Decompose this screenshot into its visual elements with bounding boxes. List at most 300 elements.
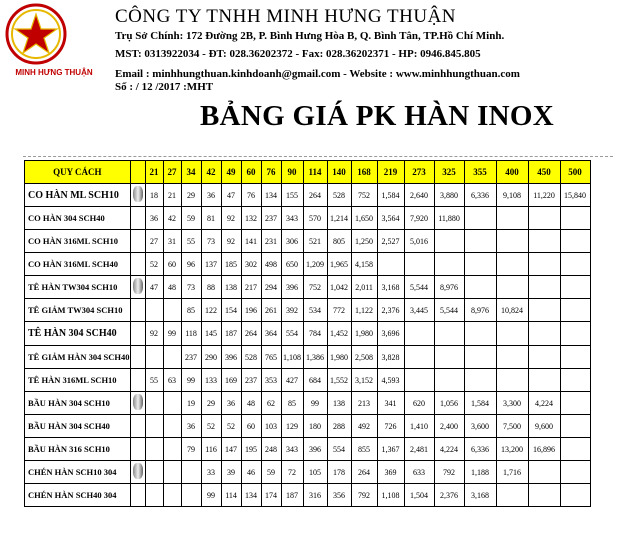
fitting-image-cell	[130, 230, 145, 253]
row-spec-label: CO HÀN 304 SCH40	[25, 207, 131, 230]
price-cell: 52	[221, 415, 241, 438]
price-cell: 169	[221, 369, 241, 392]
row-spec-label: BẦU HÀN 316 SCH10	[25, 438, 131, 461]
price-cell: 145	[201, 322, 221, 346]
price-table	[24, 160, 591, 507]
column-header-size: 273	[404, 161, 434, 184]
price-cell: 353	[261, 369, 281, 392]
price-cell: 10,824	[496, 299, 528, 322]
price-cell: 72	[281, 461, 303, 484]
row-spec-label: CO HÀN 316ML SCH10	[25, 230, 131, 253]
price-cell: 85	[281, 392, 303, 415]
price-cell: 2,508	[351, 346, 377, 369]
table-header-row	[25, 161, 591, 184]
price-cell: 39	[221, 461, 241, 484]
price-cell	[528, 230, 560, 253]
price-cell: 134	[241, 484, 261, 507]
price-cell: 180	[303, 415, 327, 438]
column-header-size: 325	[434, 161, 464, 184]
column-header-size: 49	[221, 161, 241, 184]
price-cell: 3,168	[464, 484, 496, 507]
price-cell: 356	[327, 484, 351, 507]
price-cell: 3,828	[377, 346, 404, 369]
price-cell	[434, 346, 464, 369]
price-cell: 369	[377, 461, 404, 484]
table-row	[25, 299, 591, 322]
table-row	[25, 392, 591, 415]
table-row	[25, 438, 591, 461]
price-cell: 174	[261, 484, 281, 507]
price-cell	[377, 253, 404, 276]
price-cell: 1,452	[327, 322, 351, 346]
price-cell	[496, 253, 528, 276]
price-cell: 99	[181, 369, 201, 392]
price-cell: 52	[145, 253, 163, 276]
price-cell	[528, 276, 560, 299]
table-row	[25, 415, 591, 438]
price-cell	[404, 322, 434, 346]
price-cell: 1,980	[351, 322, 377, 346]
row-spec-label: BẦU HÀN 304 SCH40	[25, 415, 131, 438]
price-cell: 784	[303, 322, 327, 346]
price-cell: 7,500	[496, 415, 528, 438]
table-row	[25, 322, 591, 346]
fitting-image-cell	[130, 253, 145, 276]
price-cell	[404, 253, 434, 276]
price-cell: 21	[163, 184, 181, 207]
price-cell: 76	[241, 184, 261, 207]
price-cell: 9,108	[496, 184, 528, 207]
elbow-fitting-icon	[133, 186, 143, 202]
price-cell	[560, 369, 590, 392]
column-header-size: 500	[560, 161, 590, 184]
price-cell: 29	[201, 392, 221, 415]
price-cell	[560, 484, 590, 507]
price-cell: 1,504	[404, 484, 434, 507]
price-cell	[560, 415, 590, 438]
price-cell: 570	[303, 207, 327, 230]
price-cell	[163, 484, 181, 507]
price-cell: 302	[241, 253, 261, 276]
price-cell: 554	[327, 438, 351, 461]
price-cell: 772	[327, 299, 351, 322]
price-cell: 147	[221, 438, 241, 461]
price-cell	[145, 346, 163, 369]
row-spec-label: CO HÀN ML SCH10	[25, 184, 131, 207]
table-row	[25, 484, 591, 507]
price-cell: 237	[261, 207, 281, 230]
price-cell: 248	[261, 438, 281, 461]
price-cell: 290	[201, 346, 221, 369]
price-cell: 3,168	[377, 276, 404, 299]
price-cell: 620	[404, 392, 434, 415]
price-cell	[528, 461, 560, 484]
price-cell: 129	[281, 415, 303, 438]
price-cell: 1,367	[377, 438, 404, 461]
price-cell: 55	[181, 230, 201, 253]
price-cell	[163, 461, 181, 484]
price-cell: 96	[181, 253, 201, 276]
price-cell: 237	[241, 369, 261, 392]
price-cell: 294	[261, 276, 281, 299]
price-cell: 3,445	[404, 299, 434, 322]
table-row	[25, 276, 591, 299]
price-cell: 492	[351, 415, 377, 438]
price-cell	[496, 322, 528, 346]
price-cell: 2,011	[351, 276, 377, 299]
price-cell: 62	[261, 392, 281, 415]
price-cell: 19	[181, 392, 201, 415]
price-cell: 4,224	[434, 438, 464, 461]
row-spec-label: CHÉN HÀN SCH10 304	[25, 461, 131, 484]
price-cell	[145, 484, 163, 507]
letterhead	[0, 0, 623, 158]
price-cell: 195	[241, 438, 261, 461]
column-header-size: 27	[163, 161, 181, 184]
column-header-size: 219	[377, 161, 404, 184]
price-cell: 1,056	[434, 392, 464, 415]
price-cell	[528, 253, 560, 276]
fitting-image-cell	[130, 207, 145, 230]
price-cell	[464, 369, 496, 392]
fitting-image-cell	[130, 438, 145, 461]
price-cell: 85	[181, 299, 201, 322]
price-cell: 36	[201, 184, 221, 207]
price-cell: 52	[201, 415, 221, 438]
price-cell: 4,224	[528, 392, 560, 415]
row-spec-label: CHÉN HÀN SCH40 304	[25, 484, 131, 507]
price-cell	[528, 322, 560, 346]
price-cell: 264	[351, 461, 377, 484]
column-header-size: 60	[241, 161, 261, 184]
price-cell: 528	[241, 346, 261, 369]
price-cell	[163, 346, 181, 369]
table-row	[25, 369, 591, 392]
fitting-image-cell	[130, 184, 145, 207]
price-cell: 264	[241, 322, 261, 346]
row-spec-label: TÊ GIẢM TW304 SCH10	[25, 299, 131, 322]
price-cell: 122	[201, 299, 221, 322]
price-cell	[163, 438, 181, 461]
price-cell	[464, 207, 496, 230]
price-cell: 92	[145, 322, 163, 346]
price-cell	[464, 322, 496, 346]
price-cell	[560, 322, 590, 346]
fitting-image-cell	[130, 415, 145, 438]
price-cell: 155	[281, 184, 303, 207]
company-email-website: Email : minhhungthuan.kinhdoanh@gmail.com - Website : www.minhhungthuan.com	[115, 68, 520, 80]
price-cell: 528	[327, 184, 351, 207]
price-cell: 752	[351, 184, 377, 207]
price-cell	[496, 230, 528, 253]
price-cell: 73	[181, 276, 201, 299]
price-table-container	[24, 160, 591, 507]
price-cell	[496, 369, 528, 392]
cap-fitting-icon	[133, 463, 143, 479]
fitting-image-cell	[130, 346, 145, 369]
price-cell: 114	[221, 484, 241, 507]
price-cell: 55	[145, 369, 163, 392]
price-cell: 1,214	[327, 207, 351, 230]
price-cell: 134	[261, 184, 281, 207]
price-cell: 343	[281, 438, 303, 461]
price-cell: 27	[145, 230, 163, 253]
price-cell: 2,376	[434, 484, 464, 507]
table-row	[25, 346, 591, 369]
price-cell	[496, 484, 528, 507]
price-cell: 31	[163, 230, 181, 253]
price-cell: 2,376	[377, 299, 404, 322]
price-cell: 3,696	[377, 322, 404, 346]
price-cell: 521	[303, 230, 327, 253]
price-cell: 5,544	[434, 299, 464, 322]
column-header-image	[130, 161, 145, 184]
price-cell	[163, 392, 181, 415]
price-cell: 1,552	[327, 369, 351, 392]
price-cell	[434, 322, 464, 346]
price-cell: 3,300	[496, 392, 528, 415]
price-cell: 392	[281, 299, 303, 322]
price-cell: 855	[351, 438, 377, 461]
price-cell: 396	[221, 346, 241, 369]
price-cell: 8,976	[434, 276, 464, 299]
price-cell: 92	[221, 207, 241, 230]
price-cell: 237	[181, 346, 201, 369]
price-cell	[145, 461, 163, 484]
price-cell: 63	[163, 369, 181, 392]
price-cell: 8,976	[464, 299, 496, 322]
price-cell	[560, 207, 590, 230]
price-cell: 498	[261, 253, 281, 276]
price-cell: 138	[221, 276, 241, 299]
tee-fitting-icon	[133, 278, 143, 294]
price-cell	[560, 299, 590, 322]
price-cell: 133	[201, 369, 221, 392]
price-cell	[496, 207, 528, 230]
column-header-size: 400	[496, 161, 528, 184]
price-cell: 792	[434, 461, 464, 484]
price-cell	[528, 369, 560, 392]
price-cell: 396	[303, 438, 327, 461]
price-cell: 1,386	[303, 346, 327, 369]
column-header-size: 76	[261, 161, 281, 184]
price-cell: 138	[327, 392, 351, 415]
price-cell: 4,593	[377, 369, 404, 392]
column-header-size: 114	[303, 161, 327, 184]
price-cell: 185	[221, 253, 241, 276]
page-title: BẢNG GIÁ PK HÀN INOX	[200, 100, 555, 132]
row-spec-label: CO HÀN 316ML SCH40	[25, 253, 131, 276]
price-cell: 554	[281, 322, 303, 346]
price-cell	[145, 438, 163, 461]
price-cell: 3,880	[434, 184, 464, 207]
price-cell	[145, 392, 163, 415]
price-cell: 116	[201, 438, 221, 461]
price-cell: 261	[261, 299, 281, 322]
table-row	[25, 184, 591, 207]
price-cell	[404, 346, 434, 369]
price-cell: 364	[261, 322, 281, 346]
price-cell: 1,042	[327, 276, 351, 299]
price-cell: 132	[241, 207, 261, 230]
company-address: Trụ Sở Chính: 172 Đường 2B, P. Bình Hưng Hòa B, Q. Bình Tân, TP.Hồ Chí Minh.	[115, 30, 505, 42]
price-cell: 1,650	[351, 207, 377, 230]
price-cell: 213	[351, 392, 377, 415]
price-cell: 341	[377, 392, 404, 415]
logo-caption: MINH HƯNG THUẬN	[15, 68, 93, 77]
price-cell: 2,527	[377, 230, 404, 253]
price-cell: 99	[201, 484, 221, 507]
fitting-image-cell	[130, 322, 145, 346]
price-cell	[163, 415, 181, 438]
price-cell: 1,584	[377, 184, 404, 207]
price-cell: 187	[281, 484, 303, 507]
price-cell: 3,564	[377, 207, 404, 230]
price-cell	[434, 253, 464, 276]
price-cell: 46	[241, 461, 261, 484]
price-cell	[464, 253, 496, 276]
column-header-size: 34	[181, 161, 201, 184]
price-cell: 792	[351, 484, 377, 507]
price-cell: 47	[145, 276, 163, 299]
price-cell	[181, 484, 201, 507]
price-cell: 1,122	[351, 299, 377, 322]
row-spec-label: TÊ HÀN TW304 SCH10	[25, 276, 131, 299]
column-header-size: 168	[351, 161, 377, 184]
column-header-size: 450	[528, 161, 560, 184]
price-cell: 60	[241, 415, 261, 438]
price-cell: 36	[221, 392, 241, 415]
fitting-image-cell	[130, 392, 145, 415]
fitting-image-cell	[130, 369, 145, 392]
price-cell: 7,920	[404, 207, 434, 230]
price-cell: 99	[163, 322, 181, 346]
price-cell: 1,188	[464, 461, 496, 484]
price-cell: 396	[281, 276, 303, 299]
table-row	[25, 230, 591, 253]
price-cell: 2,640	[404, 184, 434, 207]
column-header-size: 90	[281, 161, 303, 184]
price-cell: 1,716	[496, 461, 528, 484]
price-cell: 81	[201, 207, 221, 230]
price-cell: 36	[181, 415, 201, 438]
price-cell	[181, 461, 201, 484]
price-cell: 47	[221, 184, 241, 207]
price-cell: 42	[163, 207, 181, 230]
price-cell	[464, 276, 496, 299]
price-cell: 59	[261, 461, 281, 484]
price-cell	[434, 230, 464, 253]
price-cell: 6,336	[464, 184, 496, 207]
price-cell: 16,896	[528, 438, 560, 461]
price-cell: 316	[303, 484, 327, 507]
table-row	[25, 253, 591, 276]
price-cell	[145, 299, 163, 322]
price-cell	[560, 438, 590, 461]
price-cell: 11,880	[434, 207, 464, 230]
price-cell: 5,016	[404, 230, 434, 253]
price-cell: 178	[327, 461, 351, 484]
price-cell: 103	[261, 415, 281, 438]
price-cell	[496, 346, 528, 369]
price-cell: 15,840	[560, 184, 590, 207]
price-cell: 92	[221, 230, 241, 253]
price-cell: 217	[241, 276, 261, 299]
price-cell: 427	[281, 369, 303, 392]
column-header-size: 21	[145, 161, 163, 184]
price-cell	[145, 415, 163, 438]
price-cell	[464, 346, 496, 369]
price-cell	[528, 346, 560, 369]
fitting-image-cell	[130, 276, 145, 299]
price-cell: 2,400	[434, 415, 464, 438]
price-cell: 154	[221, 299, 241, 322]
price-cell: 18	[145, 184, 163, 207]
price-cell: 33	[201, 461, 221, 484]
table-body	[25, 184, 591, 507]
price-cell	[404, 369, 434, 392]
price-cell: 3,600	[464, 415, 496, 438]
price-cell	[560, 461, 590, 484]
column-header-spec: QUY CÁCH	[25, 161, 131, 184]
price-cell	[434, 369, 464, 392]
row-spec-label: TÊ GIẢM HÀN 304 SCH40	[25, 346, 131, 369]
star-emblem-icon	[2, 2, 102, 70]
price-cell: 534	[303, 299, 327, 322]
price-cell: 11,220	[528, 184, 560, 207]
fitting-image-cell	[130, 484, 145, 507]
price-cell	[528, 299, 560, 322]
reducer-fitting-icon	[133, 394, 143, 410]
price-cell: 118	[181, 322, 201, 346]
price-cell: 633	[404, 461, 434, 484]
price-cell: 288	[327, 415, 351, 438]
price-cell: 59	[181, 207, 201, 230]
price-cell: 765	[261, 346, 281, 369]
price-cell: 264	[303, 184, 327, 207]
price-cell: 1,410	[404, 415, 434, 438]
company-logo	[2, 2, 102, 82]
price-cell: 1,980	[327, 346, 351, 369]
price-cell: 650	[281, 253, 303, 276]
price-cell	[528, 484, 560, 507]
price-cell: 137	[201, 253, 221, 276]
row-spec-label: TÊ HÀN 316ML SCH10	[25, 369, 131, 392]
price-cell: 805	[327, 230, 351, 253]
price-cell: 231	[261, 230, 281, 253]
price-cell: 5,544	[404, 276, 434, 299]
table-row	[25, 207, 591, 230]
price-cell: 196	[241, 299, 261, 322]
row-spec-label: TÊ HÀN 304 SCH40	[25, 322, 131, 346]
price-cell	[163, 299, 181, 322]
fitting-image-cell	[130, 299, 145, 322]
price-cell: 2,481	[404, 438, 434, 461]
price-cell: 9,600	[528, 415, 560, 438]
price-cell: 60	[163, 253, 181, 276]
price-cell: 187	[221, 322, 241, 346]
price-cell	[560, 253, 590, 276]
price-cell: 684	[303, 369, 327, 392]
price-cell: 1,108	[281, 346, 303, 369]
price-cell	[496, 276, 528, 299]
price-cell: 105	[303, 461, 327, 484]
price-cell: 1,965	[327, 253, 351, 276]
price-cell: 1,584	[464, 392, 496, 415]
price-cell: 36	[145, 207, 163, 230]
price-cell: 99	[303, 392, 327, 415]
price-cell: 726	[377, 415, 404, 438]
